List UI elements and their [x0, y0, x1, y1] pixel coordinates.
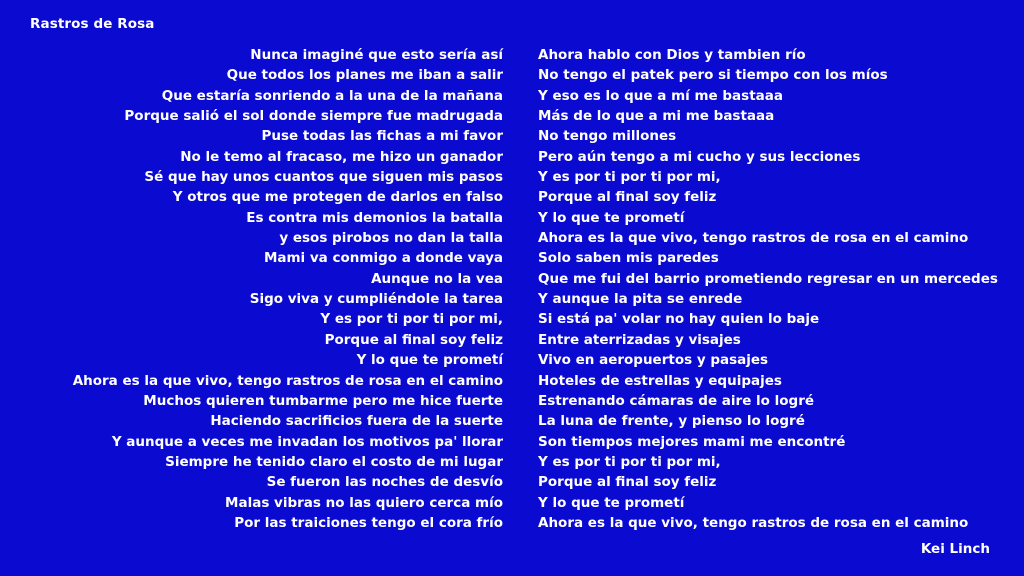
- lyric-line: Puse todas las fichas a mi favor: [261, 128, 503, 145]
- lyric-line: Entre aterrizadas y visajes: [538, 331, 741, 348]
- lyric-line: Es contra mis demonios la batalla: [246, 209, 503, 226]
- lyric-line: Y aunque a veces me invadan los motivos pa' llorar: [111, 433, 503, 450]
- lyric-line: Muchos quieren tumbarme pero me hice fuerte: [143, 392, 503, 409]
- lyric-line: Mami va conmigo a donde vaya: [263, 250, 503, 267]
- lyric-line: Si está pa' volar no hay quien lo baje: [538, 311, 820, 328]
- lyric-line: La luna de frente, y pienso lo logré: [538, 413, 805, 430]
- lyric-line: Y es por ti por ti por mi,: [538, 453, 721, 470]
- lyrics-column-left: [73, 45, 503, 533]
- lyric-line: Por las traiciones tengo el cora frío: [234, 514, 503, 531]
- lyrics-column-right: [538, 45, 998, 533]
- lyric-line: Ahora es la que vivo, tengo rastros de rosa en el camino: [538, 514, 969, 531]
- lyric-line: Sé que hay unos cuantos que siguen mis pasos: [144, 169, 503, 186]
- lyric-line: Se fueron las noches de desvío: [266, 474, 503, 491]
- lyric-line: Pero aún tengo a mi cucho y sus lecciones: [538, 148, 861, 165]
- lyric-line: Y eso es lo que a mí me bastaaa: [538, 87, 783, 104]
- lyric-line: Ahora hablo con Dios y tambien río: [538, 47, 806, 63]
- lyric-line: Y es por ti por ti por mi,: [538, 169, 721, 186]
- lyric-line: No le temo al fracaso, me hizo un ganador: [180, 148, 503, 165]
- lyric-line: y esos pirobos no dan la talla: [279, 230, 503, 247]
- lyric-line: Solo saben mis paredes: [538, 250, 719, 267]
- lyric-line: No tengo millones: [538, 128, 677, 145]
- lyric-line: Nunca imaginé que esto sería así: [250, 47, 503, 63]
- lyric-line: Que todos los planes me iban a salir: [226, 67, 503, 84]
- lyric-line: Estrenando cámaras de aire lo logré: [538, 392, 815, 409]
- lyric-line: Aunque no la vea: [371, 270, 503, 287]
- lyric-line: Hoteles de estrellas y equipajes: [538, 372, 782, 389]
- lyric-line: Y lo que te prometí: [538, 494, 685, 511]
- lyric-line: Y lo que te prometí: [356, 352, 503, 369]
- lyric-line: Porque salió el sol donde siempre fue madrugada: [124, 108, 503, 125]
- lyric-line: Vivo en aeropuertos y pasajes: [538, 352, 769, 369]
- lyric-line: Que estaría sonriendo a la una de la mañana: [161, 87, 503, 104]
- lyric-line: Ahora es la que vivo, tengo rastros de rosa en el camino: [72, 372, 503, 389]
- lyric-line: Porque al final soy feliz: [538, 189, 717, 206]
- song-title: Rastros de Rosa: [30, 16, 155, 32]
- lyric-line: No tengo el patek pero si tiempo con los míos: [538, 67, 888, 84]
- lyric-line: Más de lo que a mi me bastaaa: [538, 108, 775, 125]
- lyric-line: Malas vibras no las quiero cerca mío: [225, 494, 503, 511]
- lyric-line: Haciendo sacrificios fuera de la suerte: [210, 413, 503, 430]
- lyric-line: Siempre he tenido claro el costo de mi lugar: [165, 453, 503, 470]
- lyric-line: Ahora es la que vivo, tengo rastros de rosa en el camino: [538, 230, 969, 247]
- lyric-line: Porque al final soy feliz: [324, 331, 503, 348]
- lyric-line: Sigo viva y cumpliéndole la tarea: [249, 291, 503, 308]
- artist-name: Kei Linch: [920, 541, 990, 557]
- lyric-line: Y lo que te prometí: [538, 209, 685, 226]
- lyric-line: Y otros que me protegen de darlos en falso: [172, 189, 503, 206]
- lyric-line: Son tiempos mejores mami me encontré: [538, 433, 846, 450]
- lyric-line: Y es por ti por ti por mi,: [320, 311, 503, 328]
- lyric-line: Porque al final soy feliz: [538, 474, 717, 491]
- lyric-line: Que me fui del barrio prometiendo regresar en un mercedes: [538, 270, 998, 287]
- lyric-line: Y aunque la pita se enrede: [538, 291, 743, 308]
